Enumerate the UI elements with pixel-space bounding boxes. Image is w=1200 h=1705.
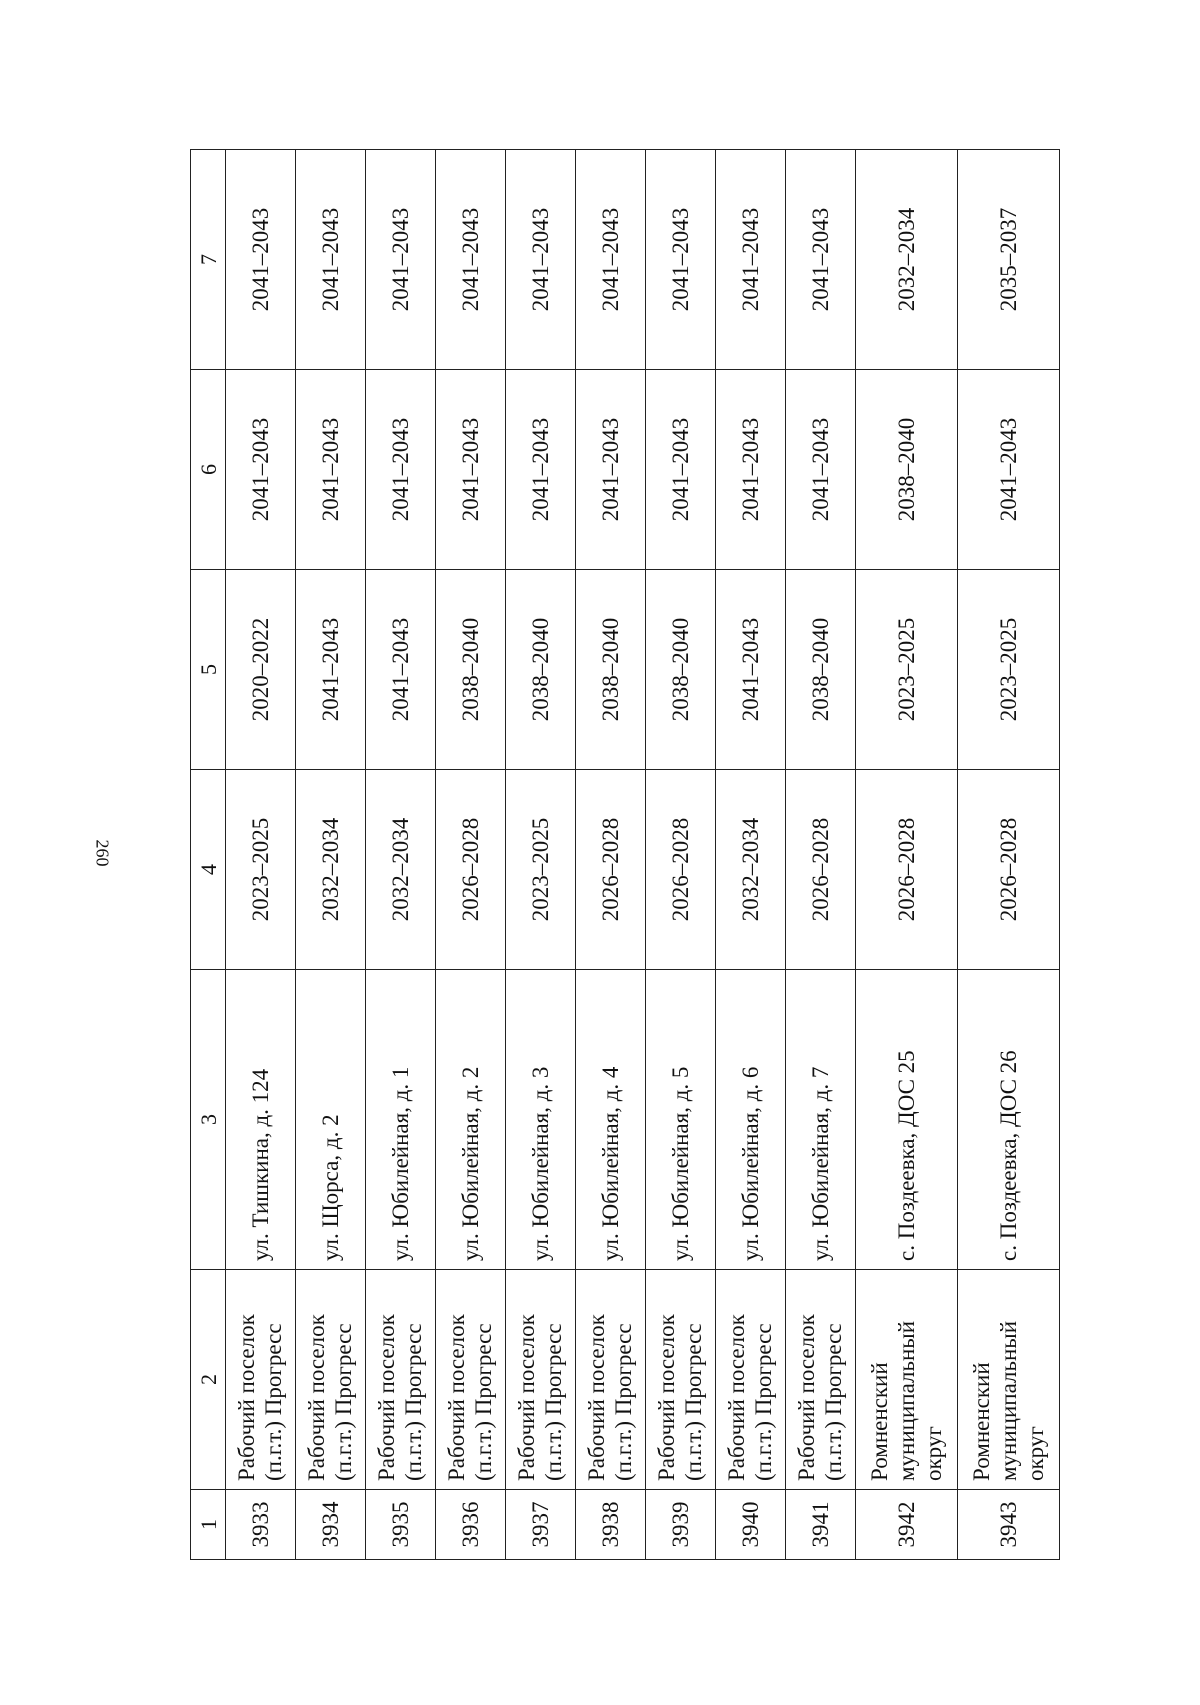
cell-col7-period: 2035–2037	[957, 150, 1059, 370]
cell-locality: Рабочий поселок (п.г.т.) Прогресс	[295, 1270, 365, 1490]
cell-col6-period: 2041–2043	[365, 370, 435, 570]
table-row	[435, 150, 505, 1560]
cell-col4-period: 2026–2028	[957, 770, 1059, 970]
cell-col4-period: 2026–2028	[435, 770, 505, 970]
table-row	[645, 150, 715, 1560]
header-col-6: 6	[191, 370, 226, 570]
cell-col7-period: 2041–2043	[365, 150, 435, 370]
cell-col6-period: 2041–2043	[505, 370, 575, 570]
rotated-table-container	[190, 150, 1060, 1560]
cell-col7-period: 2041–2043	[575, 150, 645, 370]
header-col-7: 7	[191, 150, 226, 370]
cell-col6-period: 2041–2043	[957, 370, 1059, 570]
header-col-4: 4	[191, 770, 226, 970]
cell-col5-period: 2041–2043	[365, 570, 435, 770]
page-number-text: 260	[92, 839, 112, 866]
cell-address: ул. Тишкина, д. 124	[226, 970, 296, 1270]
cell-number: 3940	[715, 1490, 785, 1560]
cell-col6-period: 2041–2043	[645, 370, 715, 570]
cell-number: 3938	[575, 1490, 645, 1560]
cell-col5-period: 2020–2022	[226, 570, 296, 770]
cell-locality: Рабочий поселок (п.г.т.) Прогресс	[505, 1270, 575, 1490]
cell-locality: Рабочий поселок (п.г.т.) Прогресс	[365, 1270, 435, 1490]
table-row	[226, 150, 296, 1560]
cell-col5-period: 2038–2040	[645, 570, 715, 770]
cell-number: 3936	[435, 1490, 505, 1560]
cell-locality: Ромненский муниципальный округ	[957, 1270, 1059, 1490]
cell-col4-period: 2026–2028	[575, 770, 645, 970]
header-col-5: 5	[191, 570, 226, 770]
cell-col6-period: 2038–2040	[855, 370, 957, 570]
cell-col7-period: 2041–2043	[645, 150, 715, 370]
cell-address: ул. Юбилейная, д. 2	[435, 970, 505, 1270]
cell-number: 3941	[785, 1490, 855, 1560]
cell-locality: Рабочий поселок (п.г.т.) Прогресс	[575, 1270, 645, 1490]
table-row	[365, 150, 435, 1560]
table-row	[295, 150, 365, 1560]
cell-col5-period: 2038–2040	[575, 570, 645, 770]
cell-number: 3939	[645, 1490, 715, 1560]
cell-number: 3933	[226, 1490, 296, 1560]
table-row	[855, 150, 957, 1560]
cell-locality: Рабочий поселок (п.г.т.) Прогресс	[226, 1270, 296, 1490]
table-header-row	[191, 150, 226, 1560]
cell-locality: Рабочий поселок (п.г.т.) Прогресс	[645, 1270, 715, 1490]
cell-col7-period: 2041–2043	[226, 150, 296, 370]
schedule-table	[190, 149, 1060, 1560]
cell-col5-period: 2023–2025	[957, 570, 1059, 770]
cell-col6-period: 2041–2043	[226, 370, 296, 570]
cell-number: 3934	[295, 1490, 365, 1560]
header-col-3: 3	[191, 970, 226, 1270]
cell-locality: Рабочий поселок (п.г.т.) Прогресс	[435, 1270, 505, 1490]
cell-col6-period: 2041–2043	[435, 370, 505, 570]
cell-address: с. Поздеевка, ДОС 25	[855, 970, 957, 1270]
cell-col4-period: 2023–2025	[505, 770, 575, 970]
cell-col6-period: 2041–2043	[295, 370, 365, 570]
cell-address: ул. Юбилейная, д. 6	[715, 970, 785, 1270]
table-row	[505, 150, 575, 1560]
cell-address: ул. Юбилейная, д. 1	[365, 970, 435, 1270]
cell-locality: Рабочий поселок (п.г.т.) Прогресс	[715, 1270, 785, 1490]
cell-number: 3943	[957, 1490, 1059, 1560]
cell-col5-period: 2038–2040	[505, 570, 575, 770]
cell-address: ул. Юбилейная, д. 4	[575, 970, 645, 1270]
cell-col5-period: 2038–2040	[435, 570, 505, 770]
cell-col7-period: 2041–2043	[785, 150, 855, 370]
cell-locality: Рабочий поселок (п.г.т.) Прогресс	[785, 1270, 855, 1490]
cell-address: с. Поздеевка, ДОС 26	[957, 970, 1059, 1270]
cell-col5-period: 2041–2043	[715, 570, 785, 770]
header-col-2: 2	[191, 1270, 226, 1490]
cell-col5-period: 2038–2040	[785, 570, 855, 770]
cell-address: ул. Юбилейная, д. 5	[645, 970, 715, 1270]
table-row	[957, 150, 1059, 1560]
cell-col4-period: 2026–2028	[645, 770, 715, 970]
cell-col4-period: 2026–2028	[785, 770, 855, 970]
cell-address: ул. Щорса, д. 2	[295, 970, 365, 1270]
cell-col5-period: 2041–2043	[295, 570, 365, 770]
cell-col6-period: 2041–2043	[785, 370, 855, 570]
cell-col4-period: 2023–2025	[226, 770, 296, 970]
cell-col6-period: 2041–2043	[575, 370, 645, 570]
cell-col6-period: 2041–2043	[715, 370, 785, 570]
header-col-1: 1	[191, 1490, 226, 1560]
cell-locality: Ромненский муниципальный округ	[855, 1270, 957, 1490]
cell-col7-period: 2032–2034	[855, 150, 957, 370]
cell-col4-period: 2032–2034	[365, 770, 435, 970]
cell-address: ул. Юбилейная, д. 3	[505, 970, 575, 1270]
page-number	[72, 0, 132, 1705]
cell-col7-period: 2041–2043	[435, 150, 505, 370]
table-row	[785, 150, 855, 1560]
table-row	[575, 150, 645, 1560]
table-row	[715, 150, 785, 1560]
cell-number: 3937	[505, 1490, 575, 1560]
cell-number: 3942	[855, 1490, 957, 1560]
cell-address: ул. Юбилейная, д. 7	[785, 970, 855, 1270]
cell-col7-period: 2041–2043	[295, 150, 365, 370]
cell-col7-period: 2041–2043	[505, 150, 575, 370]
cell-number: 3935	[365, 1490, 435, 1560]
cell-col4-period: 2032–2034	[295, 770, 365, 970]
cell-col5-period: 2023–2025	[855, 570, 957, 770]
cell-col7-period: 2041–2043	[715, 150, 785, 370]
cell-col4-period: 2026–2028	[855, 770, 957, 970]
cell-col4-period: 2032–2034	[715, 770, 785, 970]
